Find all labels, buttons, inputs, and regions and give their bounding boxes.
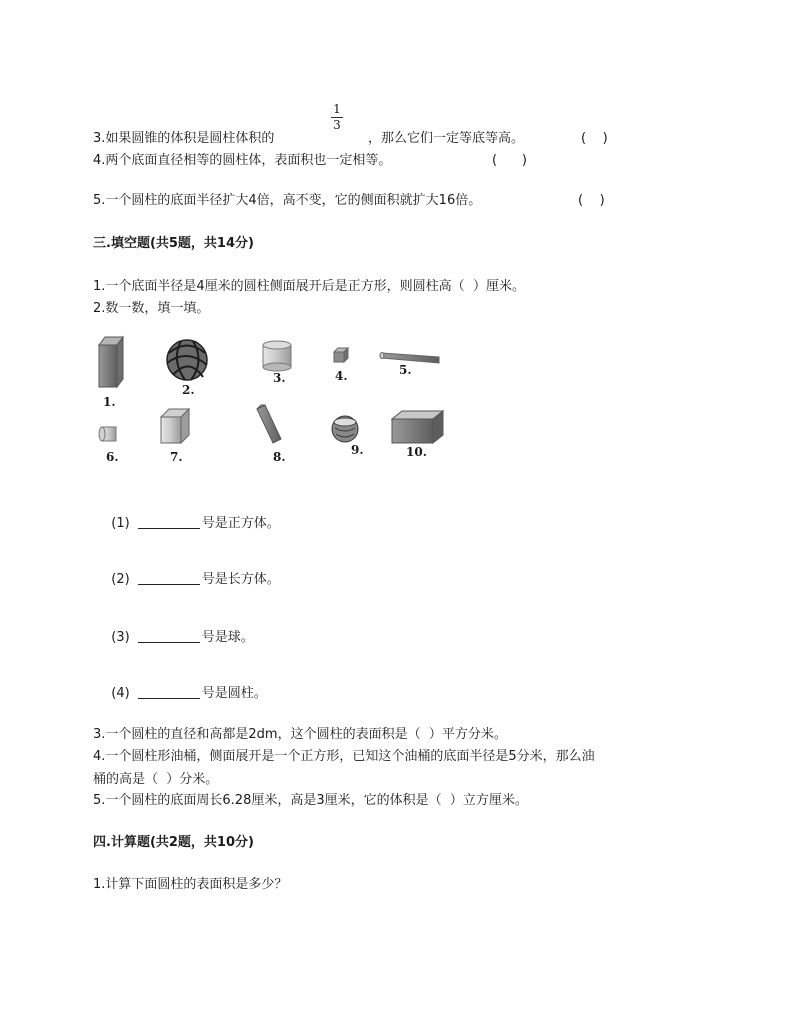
- shape-label-4: 4.: [335, 369, 348, 383]
- shape-label-7: 7.: [170, 450, 183, 464]
- shape-2-ball: [167, 340, 207, 380]
- shape-9-sphere: [332, 416, 358, 442]
- sub-question-3: [103, 614, 254, 646]
- judge-question-3: [93, 131, 274, 147]
- fill-question-4-line-1: 4.一个圆柱形油桶，侧面展开是一个正方形，已知这个油桶的底面半径是5分米，那么油: [93, 749, 595, 764]
- answer-blank[interactable]: [138, 686, 200, 699]
- section-4-title: 四.计算题(共2题，共10分): [93, 835, 254, 850]
- answer-blank[interactable]: [138, 516, 200, 529]
- section-3-title: 三.填空题(共5题，共14分): [93, 236, 254, 251]
- judge-question-4: 4.两个底面直径相等的圆柱体，表面积也一定相等。: [93, 153, 392, 168]
- shape-10-flat-cuboid: [392, 411, 443, 443]
- judge-q3-after: ，那么它们一定等底等高。: [368, 131, 525, 146]
- shape-label-5: 5.: [399, 363, 412, 377]
- shape-label-6: 6.: [106, 450, 119, 464]
- sub-question-text: 号是正方体。: [201, 516, 280, 531]
- fill-question-1: 1.一个底面半径是4厘米的圆柱侧面展开后是正方形，则圆柱高（ ）厘米。: [93, 279, 525, 294]
- shape-6-short-cylinder: [99, 427, 116, 441]
- sub-question-1: [103, 500, 280, 532]
- shape-1-cuboid: [99, 337, 123, 387]
- shape-label-3: 3.: [273, 371, 286, 385]
- shapes-figure: [93, 333, 449, 463]
- shape-5-rod: [380, 353, 439, 364]
- judge-q5-paren[interactable]: ( ): [578, 193, 605, 208]
- calc-question-1: 1.计算下面圆柱的表面积是多少？: [93, 877, 288, 892]
- sub-question-text: 号是球。: [201, 630, 254, 645]
- fill-question-3: 3.一个圆柱的直径和高都是2dm，这个圆柱的表面积是（ ）平方分米。: [93, 727, 507, 742]
- sub-question-number: (2): [111, 572, 130, 587]
- judge-question-5: 5.一个圆柱的底面半径扩大4倍，高不变，它的侧面积就扩大16倍。: [93, 193, 482, 208]
- fill-question-5: 5.一个圆柱的底面周长6.28厘米，高是3厘米，它的体积是（ ）立方厘米。: [93, 793, 528, 808]
- sub-question-2: [103, 556, 280, 588]
- shape-label-1: 1.: [103, 395, 116, 409]
- fraction-one-third: [331, 103, 343, 132]
- sub-question-number: (3): [111, 630, 130, 645]
- sub-question-text: 号是圆柱。: [201, 686, 267, 701]
- judge-q4-paren[interactable]: ( ): [492, 153, 527, 168]
- fraction-denominator: 3: [333, 118, 341, 132]
- shape-label-9: 9.: [351, 443, 364, 457]
- sub-question-text: 号是长方体。: [201, 572, 280, 587]
- answer-blank[interactable]: [138, 572, 200, 585]
- judge-q3-paren[interactable]: ( ): [581, 131, 608, 146]
- fill-question-4-line-2: 桶的高是（ ）分米。: [93, 772, 219, 787]
- judge-question-3-end: [368, 131, 524, 147]
- sub-question-number: (4): [111, 686, 130, 701]
- shape-4-small-cube: [334, 348, 348, 362]
- shape-8-tilted-cuboid: [257, 405, 281, 443]
- shape-label-8: 8.: [273, 450, 286, 464]
- fraction-numerator: 1: [333, 102, 341, 116]
- shape-label-2: 2.: [182, 383, 195, 397]
- shape-label-10: 10.: [406, 445, 427, 459]
- shape-3-cylinder: [263, 341, 291, 371]
- shapes-illustration: [93, 333, 449, 463]
- sub-question-number: (1): [111, 516, 130, 531]
- answer-blank[interactable]: [138, 630, 200, 643]
- sub-question-4: [103, 670, 267, 702]
- shape-7-cube: [161, 409, 189, 443]
- fill-question-2: 2.数一数，填一填。: [93, 301, 210, 316]
- judge-q3-text: 3.如果圆锥的体积是圆柱体积的: [93, 131, 275, 146]
